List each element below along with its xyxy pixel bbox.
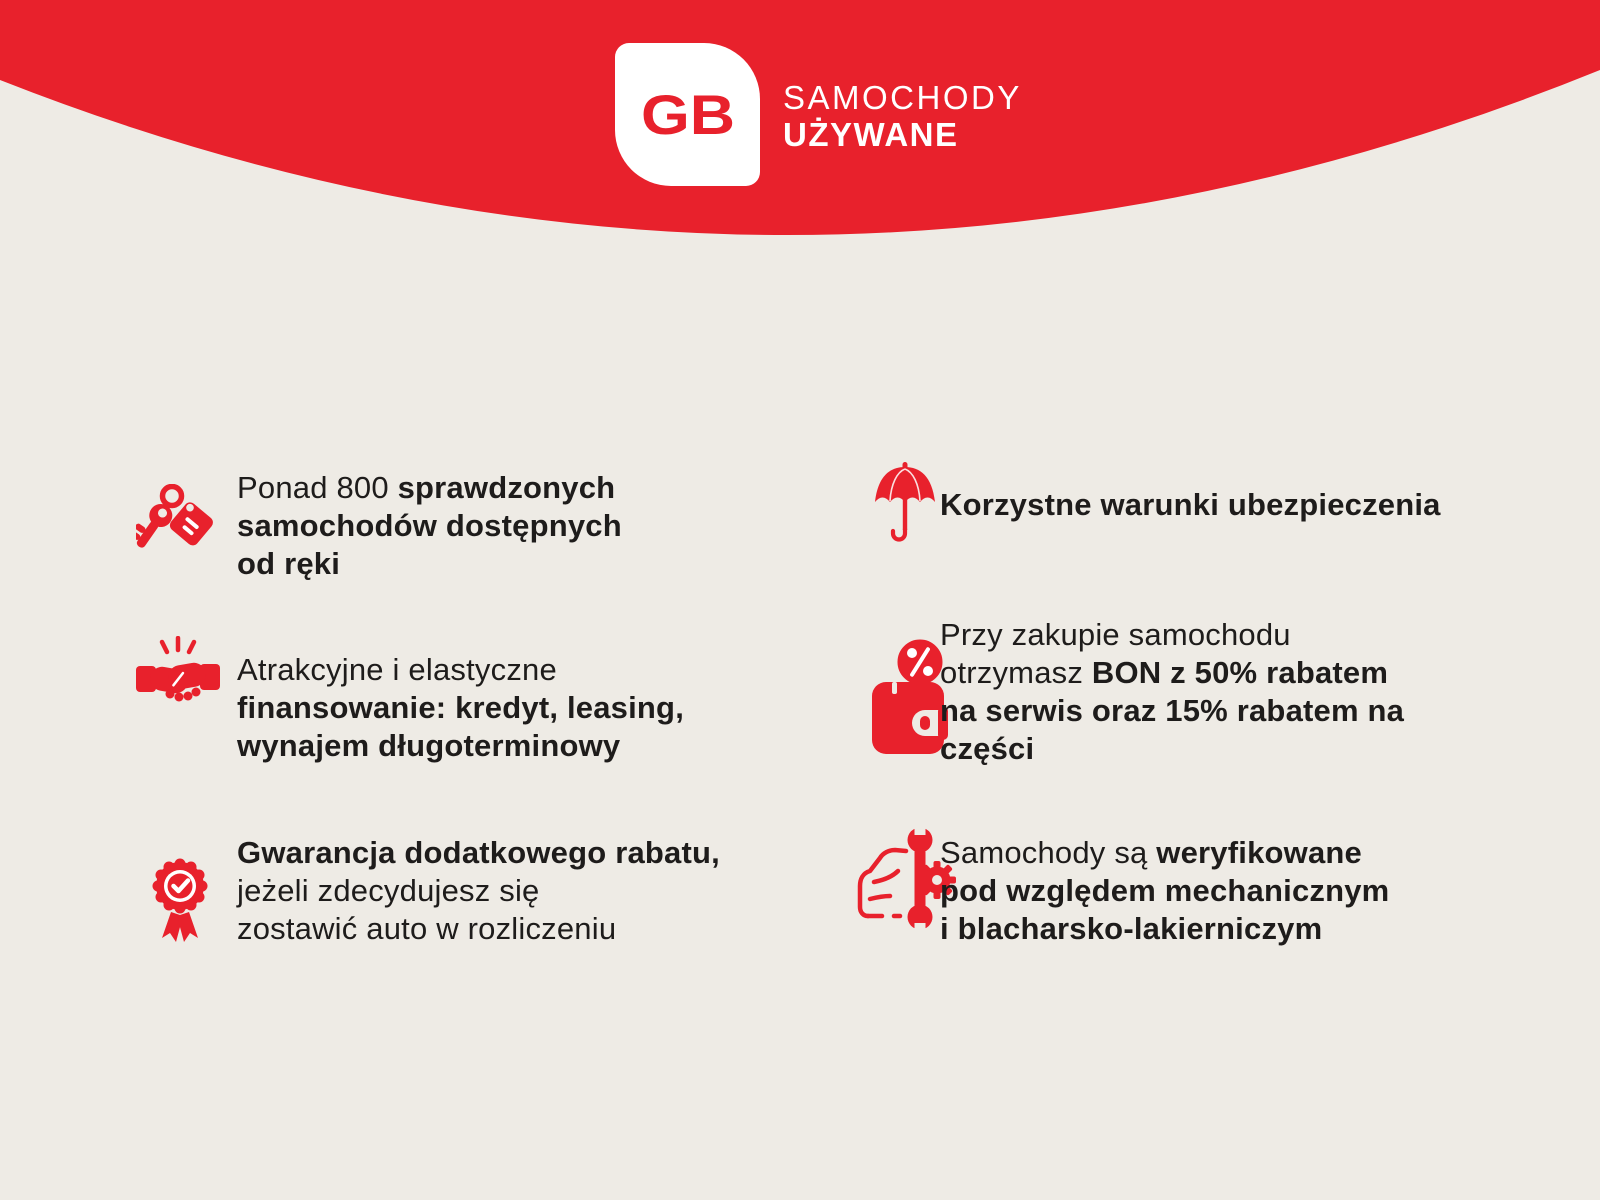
feature-line: jeżeli zdecydujesz się xyxy=(237,873,540,908)
feature-line: Atrakcyjne i elastyczne xyxy=(237,652,557,687)
brand-name xyxy=(783,80,1022,153)
handshake-icon xyxy=(136,636,220,712)
feature-line: i blacharsko-lakierniczym xyxy=(940,911,1323,946)
feature-line: części xyxy=(940,731,1035,766)
feature-line: od ręki xyxy=(237,546,341,581)
feature-line: otrzymasz BON z 50% rabatem xyxy=(940,655,1389,690)
car-service-icon xyxy=(836,820,956,940)
feature-discount-guarantee xyxy=(237,834,720,948)
umbrella-icon xyxy=(872,462,938,546)
feature-line: zostawić auto w rozliczeniu xyxy=(237,911,617,946)
feature-financing xyxy=(237,651,684,765)
feature-line: pod względem mechanicznym xyxy=(940,873,1390,908)
feature-line: Przy zakupie samochodu xyxy=(940,617,1291,652)
feature-line: samochodów dostępnych xyxy=(237,508,622,543)
feature-line: Ponad 800 sprawdzonych xyxy=(237,470,616,505)
feature-line: wynajem długoterminowy xyxy=(237,728,621,763)
feature-line: finansowanie: kredyt, leasing, xyxy=(237,690,685,725)
key-tag-icon xyxy=(136,484,220,556)
feature-line: Gwarancja dodatkowego rabatu, xyxy=(237,835,720,870)
feature-service-bonus xyxy=(940,616,1404,768)
brand-name-line2: UŻYWANE xyxy=(783,116,959,153)
brand-logo-text: GB xyxy=(640,83,735,146)
brand-logo xyxy=(615,43,760,186)
feature-line: Samochody są weryfikowane xyxy=(940,835,1362,870)
feature-verification xyxy=(940,834,1389,948)
feature-line: Korzystne warunki ubezpieczenia xyxy=(940,487,1441,522)
feature-inventory xyxy=(237,469,622,583)
feature-insurance xyxy=(940,486,1441,524)
feature-line: na serwis oraz 15% rabatem na xyxy=(940,693,1405,728)
rosette-check-icon xyxy=(145,850,215,948)
brand-name-line1: SAMOCHODY xyxy=(783,79,1022,116)
